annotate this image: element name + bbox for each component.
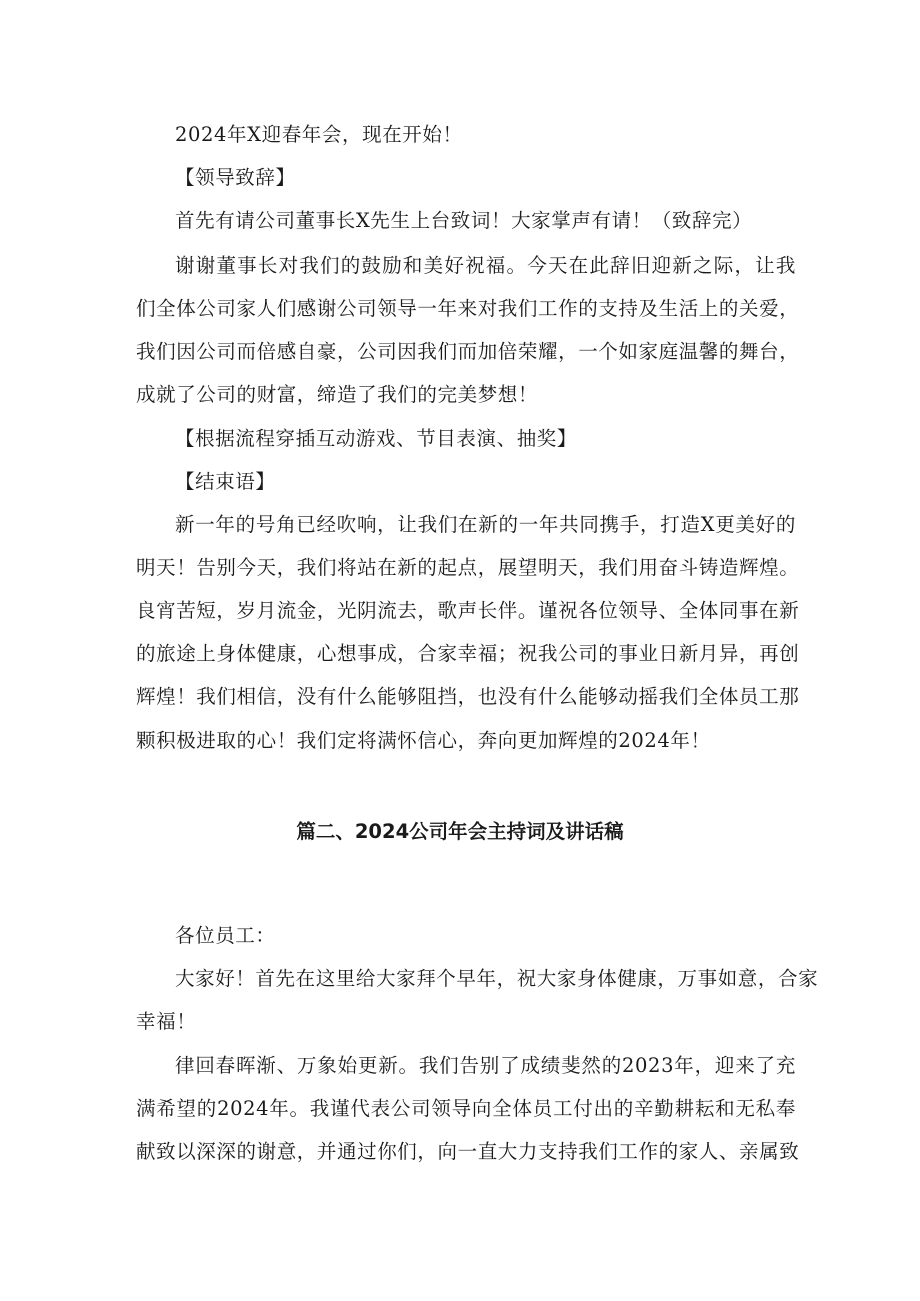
paragraph-line: 大家好！首先在这里给大家拜个早年，祝大家身体健康，万事如意，合家	[175, 967, 819, 990]
paragraph-line: 献致以深深的谢意，并通过你们，向一直大力支持我们工作的家人、亲属致	[136, 1140, 800, 1163]
paragraph-line: 新一年的号角已经吹响，让我们在新的一年共同携手，打造X更美好的	[175, 513, 796, 536]
salutation: 各位员工：	[175, 924, 276, 947]
paragraph-line: 良宵苦短，岁月流金，光阴流去，歌声长伴。谨祝各位领导、全体同事在新	[136, 599, 800, 622]
section-heading: 篇二、2024公司年会主持词及讲话稿	[296, 820, 624, 843]
paragraph-line: 谢谢董事长对我们的鼓励和美好祝福。今天在此辞旧迎新之际，让我	[175, 254, 796, 277]
paragraph-line: 满希望的2024年。我谨代表公司领导向全体员工付出的辛勤耕耘和无私奉	[136, 1097, 796, 1120]
paragraph-line: 我们因公司而倍感自豪，公司因我们而加倍荣耀，一个如家庭温馨的舞台，	[136, 340, 800, 363]
paragraph-line: 幸福！	[136, 1010, 197, 1033]
invitation-line: 首先有请公司董事长X先生上台致词！大家掌声有请！（致辞完）	[175, 209, 753, 232]
opening-line: 2024年X迎春年会，现在开始！	[175, 123, 463, 146]
program-note: 【根据流程穿插互动游戏、节目表演、抽奖】	[175, 427, 578, 450]
paragraph-line: 颗积极进取的心！我们定将满怀信心，奔向更加辉煌的2024年！	[136, 729, 711, 752]
paragraph-line: 成就了公司的财富，缔造了我们的完美梦想！	[136, 383, 539, 406]
leader-speech-heading: 【领导致辞】	[175, 166, 296, 189]
paragraph-line: 辉煌！我们相信，没有什么能够阻挡，也没有什么能够动摇我们全体员工那	[136, 685, 800, 708]
paragraph-line: 律回春晖渐、万象始更新。我们告别了成绩斐然的2023年，迎来了充	[175, 1054, 796, 1077]
paragraph-line: 明天！告别今天，我们将站在新的起点，展望明天，我们用奋斗铸造辉煌。	[136, 556, 800, 579]
closing-heading: 【结束语】	[175, 470, 276, 493]
paragraph-line: 的旅途上身体健康，心想事成，合家幸福；祝我公司的事业日新月异，再创	[136, 642, 800, 665]
paragraph-line: 们全体公司家人们感谢公司领导一年来对我们工作的支持及生活上的关爱，	[136, 297, 800, 320]
